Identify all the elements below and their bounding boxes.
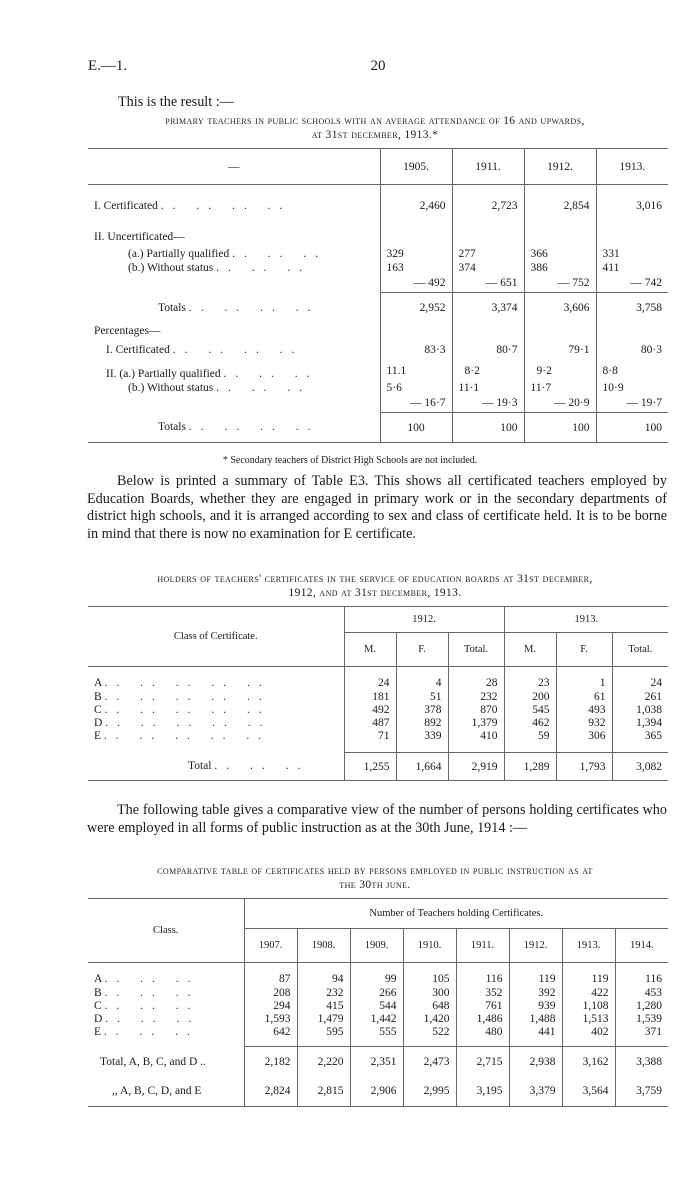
table2-caption-line2: 1912, and at 31st december, 1913. (288, 587, 462, 599)
intro-text: This is the result :— (118, 94, 234, 110)
table-row: A .. .. .. .. .. 24 4 28 23 1 24 (88, 667, 668, 691)
table-row: Total .. .. .. 1,255 1,664 2,919 1,289 1,793 3,082 (88, 753, 668, 781)
table-row: — 16·7 — 19·3 — 20·9 — 19·7 (88, 395, 668, 413)
table2-caption (80, 572, 670, 600)
table-row: E .. .. .. .. .. 71 339 410 59 306 365 (88, 730, 668, 743)
table-row: A .. .. .. 87 94 99 105 116 119 119 116 (88, 963, 668, 987)
table-row: D .. .. .. .. .. 487 892 1,379 462 932 1,394 (88, 717, 668, 730)
table-row: B .. .. .. .. .. 181 51 232 200 61 261 (88, 691, 668, 704)
table-row: Totals .. .. .. .. 2,952 3,374 3,606 3,758 (88, 293, 668, 323)
row-label: Totals (158, 301, 186, 314)
row-label: (a.) Partially qualified (128, 247, 230, 260)
table3-caption-line2: the 30th june. (339, 879, 411, 891)
table-row: (a.) Partially qualified .. .. .. 329 277 366 331 (88, 247, 668, 261)
row-label: Totals (158, 421, 186, 434)
table1-corner: — (228, 160, 240, 173)
table2-year-1913: 1913. (504, 607, 668, 633)
table1-footnote: * Secondary teachers of District High Schools are not included. (222, 455, 478, 466)
table-row: ,, A, B, C, D, and E 2,824 2,815 2,906 2,995 3,195 3,379 3,564 3,759 (88, 1077, 668, 1107)
table-row: E .. .. .. 642 595 555 522 480 441 402 371 (88, 1026, 668, 1039)
table-row: C .. .. .. .. .. 492 378 870 545 493 1,038 (88, 704, 668, 717)
summary-paragraph: Below is printed a summary of Table E3. This shows all certificated teachers employed by Education Boards, whether they are engaged in primary work or in the secondary departments of district high schools, and it is arranged according to sex and class of certificate held. It is to be borne in mind that there is now no examination for E certificate. (87, 473, 667, 542)
table-row: C .. .. .. 294 415 544 648 761 939 1,108 1,280 (88, 1000, 668, 1013)
row-label: I. Certificated (94, 199, 158, 212)
row-label: I. Certificated (106, 343, 170, 356)
table-row: (b.) Without status .. .. .. 163 374 386 411 (88, 261, 668, 275)
table2-class-header: Class of Certificate. (88, 607, 344, 667)
table1-year-1912: 1912. (524, 149, 596, 185)
table-row: II. (a.) Partially qualified .. .. .. 11.1 8·2 9·2 8·8 (88, 361, 668, 381)
table2-caption-line1: holders of teachers' certificates in the service of education boards at 31st december, (157, 573, 593, 585)
row-label: Total (188, 760, 212, 773)
table-row: I. Certificated .. .. .. .. 83·3 80·7 79·1 80·3 (88, 339, 668, 361)
table-row: Total, A, B, C, and D .. 2,182 2,220 2,351 2,473 2,715 2,938 3,162 3,388 (88, 1047, 668, 1077)
table-row: — 492 — 651 — 752 — 742 (88, 275, 668, 293)
row-label: II. (a.) Partially qualified (106, 367, 221, 380)
table-row (88, 323, 668, 339)
row-label: ,, A, B, C, D, and E (112, 1085, 202, 1098)
row-label: II. Uncertificated— (94, 230, 185, 243)
row-label: Percentages— (94, 324, 161, 337)
page-header (88, 58, 668, 78)
table-row: D .. .. .. 1,593 1,479 1,442 1,420 1,486 1,488 1,513 1,539 (88, 1013, 668, 1026)
table3-class-header: Class. (88, 899, 244, 963)
table-row: B .. .. .. 208 232 266 300 352 392 422 453 (88, 987, 668, 1000)
table2-year-1912: 1912. (344, 607, 504, 633)
table1-caption-line2: at 31st december, 1913.* (311, 129, 439, 141)
table3-caption-line1: comparative table of certificates held by persons employed in public instruction as at (157, 865, 593, 877)
table1-caption-line1: primary teachers in public schools with an average attendance of 16 and upwards, (165, 115, 585, 127)
table2-certificate-holders: Class of Certificate. 1912. 1913. M. F. Total. M. F. Total. A .. .. .. .. .. 24 4 28 23 1 24 B .. .. .. .. .. 181 51 232 200 61 261 C .. .. .. .. .. 492 378 870 545 493 1,038 D .. .. .. .. .. 487 892 1,379 462 932 1,394 E .. .. .. .. .. 71 339 410 59 306 365 Total .. .. .. 1,255 1,664 2,919 1,289 1,793 3,082 (88, 606, 668, 781)
table3-caption (80, 864, 670, 892)
page-number: 20 (370, 58, 386, 74)
table3-group-header: Number of Teachers holding Certificates. (244, 899, 668, 929)
table1-caption (80, 114, 670, 142)
table-row: (b.) Without status .. .. .. 5·6 11·1 11·7 10·9 (88, 381, 668, 395)
table1-year-1911: 1911. (452, 149, 524, 185)
table3-comparative: Class. Number of Teachers holding Certificates. 1907. 1908. 1909. 1910. 1911. 1912. 1913. 1914. A .. .. .. 87 94 99 105 116 119 119 116 B .. .. .. 208 232 266 300 352 392 422 453 C .. .. .. 294 415 544 648 761 939 1,108 1,280 D .. .. .. 1,593 1,479 1,442 1,420 1,486 1,488 1,513 1,539 E .. .. .. 642 595 555 522 480 441 402 371 Total, A, B, C, and D .. 2,182 2,220 2,351 2,473 2,715 2,938 3,162 3,388 ,, A, B, C, D, and E 2,824 2,815 2,906 2,995 3,195 3,379 3,564 3,759 (88, 898, 668, 1107)
table1-year-1913: 1913. (596, 149, 668, 185)
table-row: I. Certificated .. .. .. .. 2,460 2,723 2,854 3,016 (88, 185, 668, 227)
row-label: Total, A, B, C, and D (100, 1055, 198, 1068)
row-label: (b.) Without status (128, 381, 214, 394)
row-label: (b.) Without status (128, 261, 214, 274)
report-reference: E.—1. (88, 58, 128, 74)
table-row: Totals .. .. .. .. 100 100 100 100 (88, 413, 668, 443)
table1-year-1905: 1905. (380, 149, 452, 185)
comparative-paragraph: The following table gives a comparative view of the number of persons holding certificates who were employed in all forms of public instruction as at the 30th June, 1914 :— (87, 802, 667, 836)
table1-primary-teachers (88, 148, 668, 443)
table-row (88, 227, 668, 247)
